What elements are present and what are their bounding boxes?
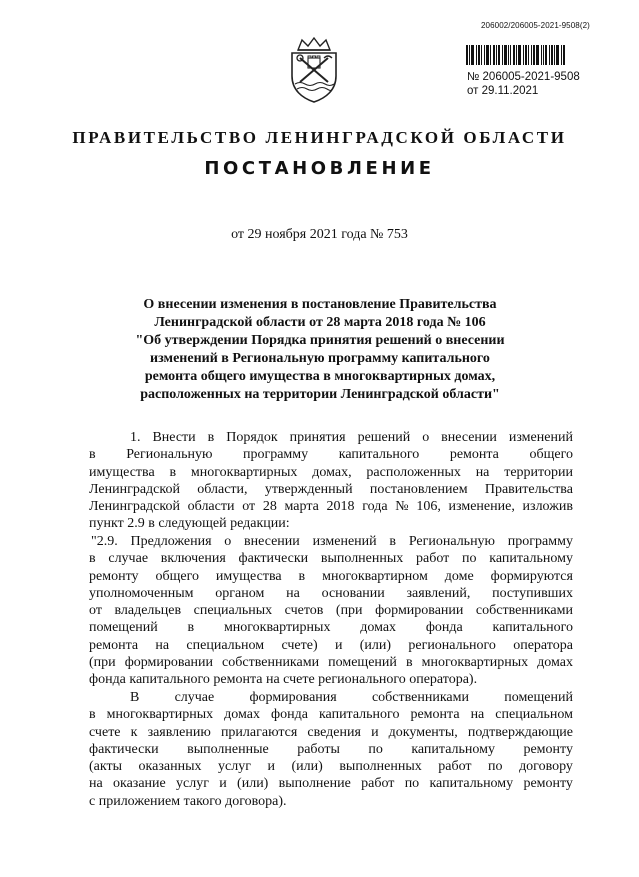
word: программу: [507, 534, 573, 549]
word: доме: [444, 568, 474, 584]
word: ремонта: [89, 637, 139, 653]
word: собственниками: [222, 655, 320, 671]
word: в: [187, 620, 195, 636]
word: внесении: [244, 534, 300, 549]
word: регионального: [408, 637, 496, 653]
word: ремонта: [449, 447, 499, 463]
text-line: [89, 568, 573, 585]
word: на: [89, 776, 103, 792]
word: внесении: [441, 430, 497, 445]
word: специальных: [193, 603, 273, 619]
word: капитальному: [411, 741, 495, 757]
word: утвержденный: [264, 481, 353, 497]
text-line: [89, 637, 573, 654]
text-line: [89, 689, 573, 706]
leningrad-oblast-coat-of-arms-icon: [284, 36, 344, 104]
word: пункт 2.9 в следующей редакции:: [89, 516, 290, 532]
word: Предложения: [130, 534, 212, 549]
word: Ленинградской: [89, 499, 180, 515]
text-line: [89, 654, 573, 671]
word: территории: [504, 464, 573, 480]
word: формировании: [124, 655, 214, 671]
word: и: [371, 724, 379, 740]
text-line: [89, 775, 573, 792]
text-line: [89, 464, 573, 481]
text-line: [89, 550, 573, 567]
word: многоквартирном: [322, 568, 428, 584]
word: в: [389, 534, 397, 549]
word: прилагаются: [220, 724, 298, 740]
word: на: [475, 464, 490, 480]
word: счете: [89, 724, 121, 740]
word: многоквартирных: [190, 464, 298, 480]
word: работ: [416, 551, 450, 567]
word: многоквартирных: [421, 655, 529, 671]
word: имущества: [215, 568, 282, 584]
word: случае: [174, 690, 215, 705]
word: по: [488, 759, 503, 775]
word: Внести: [152, 430, 196, 445]
word: собственниками: [475, 603, 573, 619]
word: капитальному: [489, 551, 573, 567]
word: собственниками: [371, 690, 469, 705]
word: изложив: [522, 499, 573, 515]
text-line: [89, 706, 573, 723]
word: капитального: [492, 620, 573, 636]
word: изменений: [508, 430, 573, 445]
registration-date: от 29.11.2021: [467, 85, 539, 97]
paragraph-3: [89, 689, 573, 810]
word: изменение,: [448, 499, 515, 515]
word: капитальному: [429, 776, 514, 792]
word: формирования: [249, 690, 337, 705]
word: работ: [361, 776, 395, 792]
word: (или): [291, 759, 323, 775]
word: в: [89, 551, 96, 567]
heading-line: "Об утверждении Порядка принятия решений о внесении: [135, 333, 505, 348]
resolution-date-number: от 29 ноября 2021 года № 753: [231, 227, 408, 242]
word: постановлением: [369, 481, 468, 497]
text-line: [89, 498, 573, 515]
word: оказание: [113, 776, 166, 792]
word: подтверждающие: [467, 724, 573, 740]
word: капитального: [338, 447, 420, 463]
word: и: [219, 776, 227, 792]
word: области,: [197, 481, 248, 497]
word: на: [286, 585, 300, 601]
word: фактически: [238, 551, 309, 567]
word: владельцев: [114, 603, 182, 619]
word: домах: [360, 620, 397, 636]
word: (при: [335, 603, 363, 619]
word: (при: [89, 655, 116, 671]
word: выполнение: [278, 776, 351, 792]
word: на: [470, 707, 485, 723]
word: ремонту: [523, 776, 573, 792]
word: изменений: [312, 534, 377, 549]
word: В: [130, 690, 140, 705]
word: о: [422, 430, 430, 445]
word: марта: [284, 499, 319, 515]
word: договору: [519, 759, 573, 775]
text-line: [89, 793, 573, 810]
word: от: [242, 499, 256, 515]
text-line: [89, 602, 573, 619]
word: многоквартирных: [106, 707, 214, 723]
word: основании: [321, 585, 385, 601]
word: общего: [155, 568, 199, 584]
word: от: [89, 603, 102, 619]
text-line: [89, 619, 573, 636]
heading-line: расположенных на территории Ленинградской области": [140, 387, 500, 402]
word: и: [267, 759, 275, 775]
word: услуг: [218, 759, 251, 775]
registration-number: № 206005-2021-9508: [467, 71, 580, 83]
word: счетов: [284, 603, 324, 619]
word: Ленинградской: [89, 481, 180, 497]
word: имущества: [89, 464, 155, 480]
paragraph-2-quoted-clause: [89, 533, 573, 689]
word: выполненных: [320, 551, 404, 567]
word: фонда: [271, 707, 308, 723]
text-line: [89, 671, 573, 688]
government-title: ПРАВИТЕЛЬСТВО ЛЕНИНГРАДСКОЙ ОБЛАСТИ: [72, 128, 567, 147]
document-header-code: 206002/206005-2021-9508(2): [481, 21, 590, 30]
word: ремонту: [523, 741, 573, 757]
word: "2.9.: [91, 534, 118, 549]
text-line: [89, 515, 573, 532]
word: Правительства: [484, 481, 573, 497]
word: года: [362, 499, 388, 515]
word: домах: [224, 707, 261, 723]
word: органом: [215, 585, 265, 601]
word: помещений: [328, 655, 397, 671]
word: счете): [281, 637, 318, 653]
word: уполномоченным: [89, 585, 194, 601]
text-line: [89, 724, 573, 741]
word: (акты: [89, 759, 123, 775]
word: 2018: [326, 499, 355, 515]
word: в: [298, 568, 306, 584]
word: фактически: [89, 741, 159, 757]
word: на: [155, 637, 170, 653]
word: по: [404, 776, 420, 792]
word: помещений: [89, 620, 158, 636]
word: фонда капитального ремонта на счете регионального оператора).: [89, 672, 478, 688]
word: помещений: [504, 690, 573, 705]
text-line: [89, 585, 573, 602]
text-line: [89, 429, 573, 446]
resolution-heading: [110, 296, 530, 404]
word: случае: [108, 551, 149, 567]
heading-line: изменений в Региональную программу капитального: [150, 351, 490, 366]
text-line: [89, 533, 573, 550]
heading-line: ремонта общего имущества в многоквартирных домах,: [144, 369, 496, 384]
word: заявлений,: [406, 585, 471, 601]
word: в: [89, 447, 96, 463]
word: капитального: [318, 707, 400, 723]
word: о: [224, 534, 232, 549]
word: в: [405, 655, 413, 671]
word: с приложением такого договора).: [89, 793, 287, 809]
word: по: [462, 551, 477, 567]
word: фонда: [425, 620, 463, 636]
heading-line: О внесении изменения в постановление Правительства: [143, 297, 497, 312]
word: поступивших: [492, 585, 573, 601]
word: Порядок: [226, 430, 278, 445]
word: 1.: [130, 430, 141, 445]
text-line: [89, 741, 573, 758]
word: в: [207, 430, 215, 445]
word: специальном: [186, 637, 265, 653]
word: (или): [237, 776, 269, 792]
registration-stamp: [467, 70, 580, 98]
word: оказанных: [138, 759, 202, 775]
word: домах,: [312, 464, 352, 480]
word: включения: [160, 551, 226, 567]
word: в: [89, 707, 96, 723]
word: ремонта: [410, 707, 460, 723]
word: 28: [262, 499, 277, 515]
word: в: [169, 464, 177, 480]
heading-line: Ленинградской области от 28 марта 2018 года № 106: [154, 315, 486, 330]
word: к: [130, 724, 138, 740]
word: выполненные: [187, 741, 269, 757]
text-line: [89, 758, 573, 775]
word: выполненных: [339, 759, 422, 775]
word: области: [187, 499, 235, 515]
paragraph-1: [89, 429, 573, 533]
word: расположенных: [366, 464, 461, 480]
word: работы: [297, 741, 340, 757]
word: многоквартирных: [223, 620, 331, 636]
word: формировании: [375, 603, 464, 619]
word: №: [395, 499, 409, 515]
word: 106,: [416, 499, 441, 515]
word: домах: [537, 655, 573, 671]
word: и: [334, 637, 343, 653]
text-line: [89, 446, 573, 463]
word: документы,: [388, 724, 458, 740]
word: работ: [438, 759, 472, 775]
word: по: [368, 741, 383, 757]
word: программу: [242, 447, 309, 463]
word: формируются: [490, 568, 573, 584]
word: решений: [357, 430, 411, 445]
word: общего: [529, 447, 573, 463]
word: Региональную: [408, 534, 496, 549]
word: заявлению: [147, 724, 211, 740]
word: услуг: [176, 776, 209, 792]
word: сведения: [307, 724, 361, 740]
word: (или): [359, 637, 392, 653]
word: Региональную: [126, 447, 213, 463]
word: ремонту: [89, 568, 139, 584]
document-type: ПОСТАНОВЛЕНИЕ: [204, 158, 435, 179]
word: специальном: [495, 707, 573, 723]
word: оператора: [513, 637, 573, 653]
word: принятия: [289, 430, 346, 445]
text-line: [89, 481, 573, 498]
registration-barcode: [466, 45, 584, 65]
